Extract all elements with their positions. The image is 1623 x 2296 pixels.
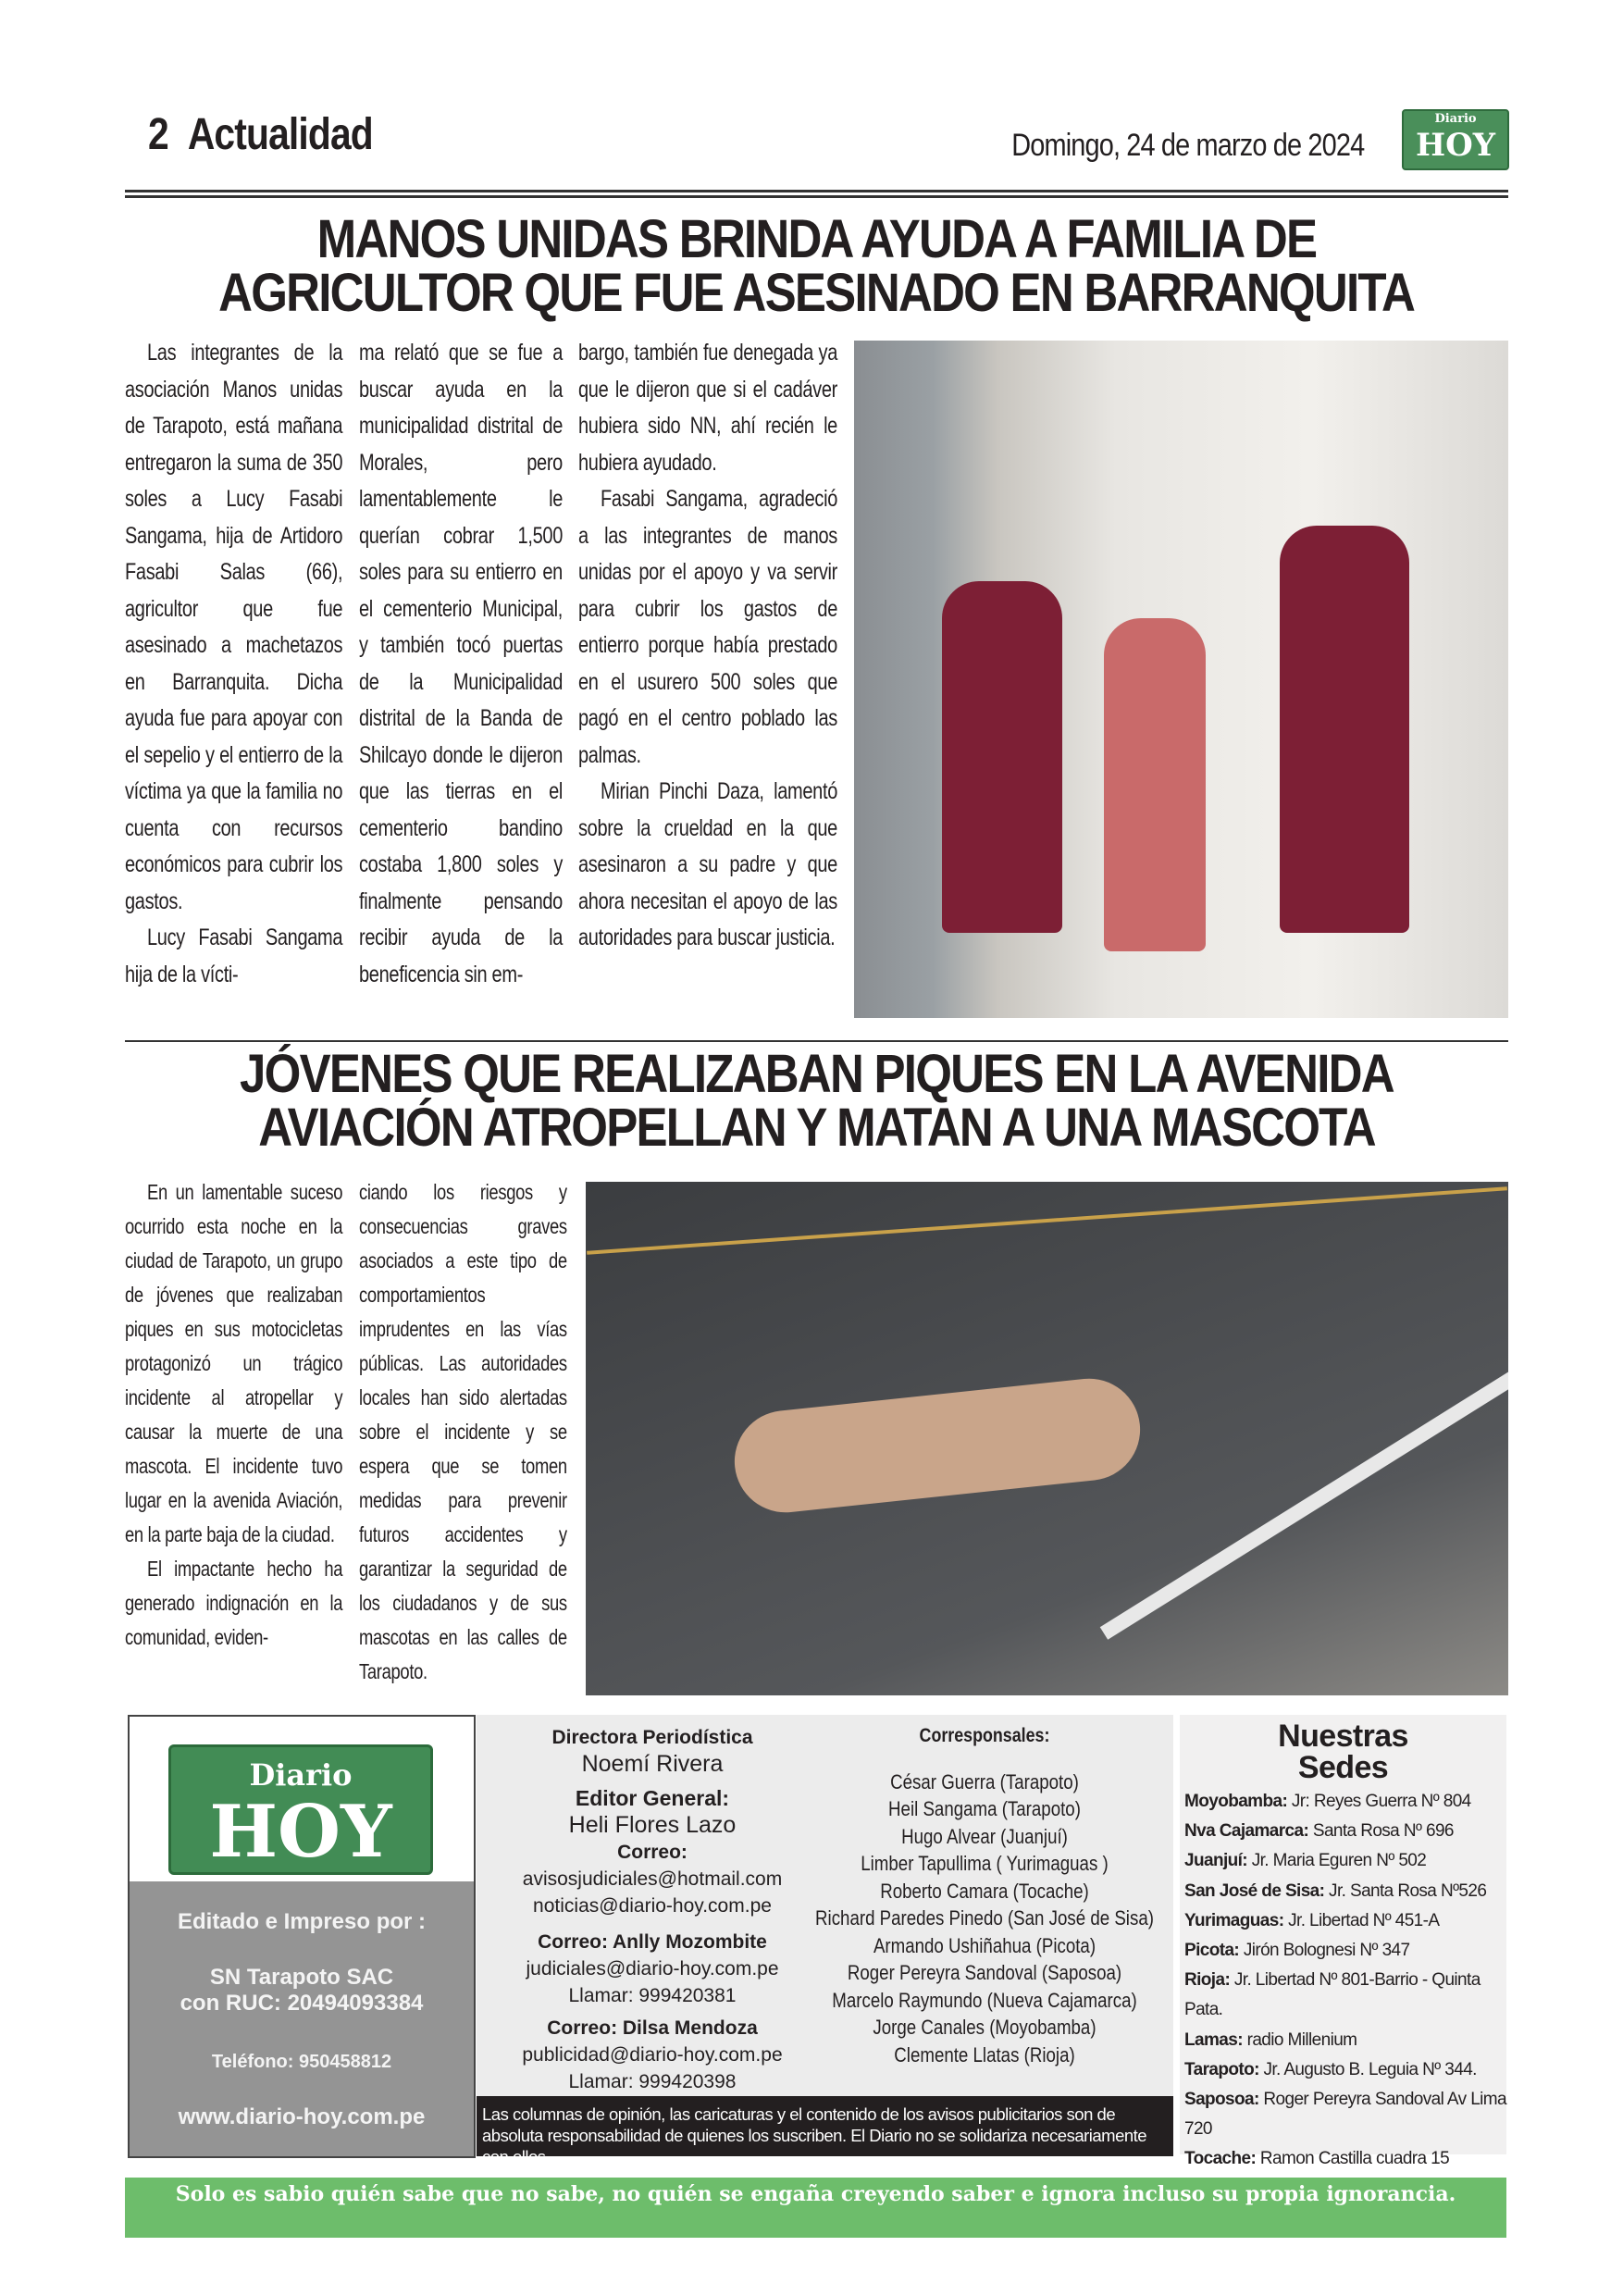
headline-line: JÓVENES QUE REALIZABAN PIQUES EN LA AVENIDA bbox=[240, 1044, 1394, 1104]
phone: Teléfono: 950458812 bbox=[211, 2052, 392, 2072]
contact-phone: Llamar: 999420398 bbox=[568, 2071, 737, 2092]
email-link[interactable]: publicidad@diario-hoy.com.pe bbox=[522, 2044, 783, 2066]
sedes-title-line: Nuestras bbox=[1278, 1719, 1408, 1754]
correspondent: Richard Paredes Pinedo (San José de Sisa) bbox=[815, 1906, 1154, 1930]
correspondent: Marcelo Raymundo (Nueva Cajamarca) bbox=[832, 1988, 1137, 2012]
section-header bbox=[148, 109, 373, 160]
headline-line: AVIACIÓN ATROPELLAN Y MATAN A UNA MASCOTA bbox=[258, 1098, 1375, 1158]
paragraph: Las integrantes de la asociación Manos unidas de Tarapoto, está mañana entregaron la suma de 350 soles a Lucy Fasabi Sangama, hija de Artidoro Fasabi Salas (66), agricultor que fue asesinado a machetazos en Barranquita. Dicha ayuda fue para apoyar con el sepelio y el entierro de la víctima ya que la familia no cuenta con recursos económicos para cubrir los gastos. bbox=[125, 340, 343, 914]
sede-address: Jr. Libertad Nº 451-A bbox=[1283, 1910, 1440, 1930]
company-name: SN Tarapoto SAC bbox=[209, 1965, 394, 1990]
article1-column-1 bbox=[125, 335, 342, 993]
article2-column-2 bbox=[359, 1175, 567, 1689]
article1-column-3 bbox=[578, 335, 837, 957]
article-divider bbox=[125, 1040, 1508, 1042]
editor-name: Heli Flores Lazo bbox=[568, 1812, 737, 1838]
correspondent: Armando Ushiñahua (Picota) bbox=[873, 1933, 1096, 1957]
issue-date: Domingo, 24 de marzo de 2024 bbox=[1010, 128, 1364, 163]
logo-main: HOY bbox=[1415, 127, 1495, 164]
sede-address: Jr. Augusto B. Leguia Nº 344. bbox=[1258, 2059, 1477, 2079]
sede-item bbox=[1180, 1817, 1506, 1846]
correspondent: Roger Pereyra Sandoval (Saposoa) bbox=[847, 1961, 1122, 1984]
correspondent: Roberto Camara (Tocache) bbox=[880, 1879, 1089, 1903]
email-label: Correo: bbox=[617, 1842, 688, 1863]
correspondents-label: Corresponsales: bbox=[919, 1725, 1050, 1746]
logo-top: Diario bbox=[249, 1757, 353, 1793]
sede-item bbox=[1180, 2026, 1506, 2055]
sede-address: Jr. Maria Eguren Nº 502 bbox=[1247, 1851, 1427, 1871]
photo-figure bbox=[942, 581, 1062, 933]
publisher-info bbox=[130, 1881, 474, 2156]
email-link[interactable]: avisosjudiciales@hotmail.com bbox=[522, 1868, 783, 1890]
sede-item bbox=[1180, 1966, 1506, 2025]
header-divider bbox=[125, 190, 1508, 192]
sede-address: Jr: Reyes Guerra Nº 804 bbox=[1287, 1792, 1471, 1811]
logo-main: HOY bbox=[209, 1790, 392, 1874]
paragraph: Mirian Pinchi Daza, lamentó sobre la crueldad en la que asesinaron a su padre y que ahora necesitan el apoyo de las autoridades para buscar justicia. bbox=[578, 778, 837, 950]
sede-item bbox=[1180, 1787, 1506, 1817]
sede-item bbox=[1180, 2085, 1506, 2144]
header-logo bbox=[1402, 109, 1509, 170]
sede-item bbox=[1180, 1936, 1506, 1966]
sede-address: radio Millenium bbox=[1242, 2029, 1357, 2050]
sede-city: Juanjuí: bbox=[1184, 1851, 1248, 1871]
paragraph: Fasabi Sangama, agradeció a las integrantes de manos unidas por el apoyo y va servir para cubrir los gastos de entierro porque había prestado en el usurero 500 soles que pagó en el centro poblado las palmas. bbox=[578, 486, 837, 768]
diario-hoy-logo bbox=[168, 1744, 433, 1875]
masthead-box bbox=[128, 1715, 476, 2158]
paragraph: En un lamentable suceso ocurrido esta noche en la ciudad de Tarapoto, un grupo de jóvenes que realizaban piques en sus motocicletas protagonizó un trágico incidente al atropellar y causar la muerte de una mascota. El incidente tuvo lugar en la avenida Aviación, en la parte baja de la ciudad. bbox=[125, 1180, 343, 1546]
sede-city: Tocache: bbox=[1184, 2149, 1257, 2169]
sede-city: Picota: bbox=[1184, 1941, 1240, 1961]
contact-phone: Llamar: 999420381 bbox=[568, 1985, 737, 2006]
sede-item bbox=[1180, 1846, 1506, 1876]
website-link[interactable]: www.diario-hoy.com.pe bbox=[178, 2104, 426, 2129]
sede-city: Nva Cajamarca: bbox=[1184, 1821, 1309, 1842]
correspondent: Limber Tapullima ( Yurimaguas ) bbox=[861, 1852, 1109, 1875]
headline-line: MANOS UNIDAS BRINDA AYUDA A FAMILIA DE bbox=[316, 209, 1317, 269]
sede-item bbox=[1180, 2144, 1506, 2174]
correspondents-list bbox=[796, 1722, 1173, 2068]
paragraph: ciando los riesgos y consecuencias graves asociados a este tipo de comportamientos imprudentes en las vías públicas. Las autoridades locales han sido alertadas sobre el incidente y se espera que se tomen medidas para prevenir futuros accidentes y garantizar la seguridad de los ciudadanos y de sus mascotas en las calles de Tarapoto. bbox=[359, 1180, 567, 1683]
staff-list bbox=[477, 1724, 828, 2095]
photo-figure bbox=[1104, 618, 1206, 951]
sede-address: Ramon Castilla cuadra 15 bbox=[1256, 2149, 1450, 2169]
email-link[interactable]: noticias@diario-hoy.com.pe bbox=[533, 1895, 772, 1917]
dog-figure bbox=[729, 1373, 1145, 1517]
contact-label: Correo: Anlly Mozombite bbox=[538, 1931, 767, 1953]
article2-headline bbox=[125, 1044, 1508, 1158]
sede-address: Roger Pereyra Sandoval Av Lima 720 bbox=[1184, 2090, 1506, 2140]
page-number: 2 bbox=[148, 110, 168, 159]
correspondent: Jorge Canales (Moyobamba) bbox=[873, 2016, 1096, 2039]
article1-headline bbox=[125, 209, 1508, 323]
article2-photo bbox=[586, 1182, 1508, 1695]
sede-address: Santa Rosa Nº 696 bbox=[1308, 1821, 1454, 1842]
paragraph: ma relató que se fue a buscar ayuda en la municipalidad distrital de Morales, pero lamentablemente le querían cobrar 1,500 soles para su entierro en el cementerio Municipal, y también tocó puertas de la Municipalidad distrital de la Banda de Shilcayo donde le dijeron que las tierras en el cementerio bandino costaba 1,800 soles y finalmente pensando recibir ayuda de la beneficencia sin em- bbox=[359, 340, 563, 987]
correspondent: Heil Sangama (Tarapoto) bbox=[888, 1797, 1081, 1820]
sedes-title-line: Sedes bbox=[1297, 1750, 1389, 1785]
sede-item bbox=[1180, 1877, 1506, 1906]
article1-column-2 bbox=[359, 335, 563, 993]
staff-box bbox=[477, 1715, 1173, 2096]
director-name: Noemí Rivera bbox=[581, 1751, 724, 1777]
sede-city: Tarapoto: bbox=[1184, 2059, 1259, 2079]
sede-city: Lamas: bbox=[1184, 2029, 1243, 2050]
sede-city: Moyobamba: bbox=[1184, 1792, 1288, 1811]
paragraph: El impactante hecho ha generado indignación en la comunidad, eviden- bbox=[125, 1557, 343, 1649]
sede-address: Jr. Santa Rosa Nº526 bbox=[1324, 1880, 1487, 1901]
sede-item bbox=[1180, 2055, 1506, 2085]
sedes-title bbox=[1180, 1720, 1506, 1783]
quote-banner: Solo es sabio quién sabe que no sabe, no quién se engaña creyendo saber e ignora incluso su propia ignorancia. bbox=[125, 2178, 1506, 2238]
email-link[interactable]: judiciales@diario-hoy.com.pe bbox=[526, 1958, 779, 1980]
sede-city: Rioja: bbox=[1184, 1970, 1231, 1991]
sede-city: San José de Sisa: bbox=[1184, 1880, 1325, 1901]
paragraph: bargo, también fue denegada ya que le dijeron que si el cadáver hubiera sido NN, ahí recién le hubiera ayudado. bbox=[578, 340, 837, 476]
sede-item bbox=[1180, 1906, 1506, 1936]
paragraph: Lucy Fasabi Sangama hija de la vícti- bbox=[125, 925, 343, 987]
sedes-box bbox=[1180, 1715, 1506, 2169]
logo-top: Diario bbox=[1434, 112, 1477, 126]
correspondent: Clemente Llatas (Rioja) bbox=[894, 2042, 1075, 2066]
director-label: Directora Periodística bbox=[551, 1727, 753, 1748]
sede-city: Saposoa: bbox=[1184, 2090, 1259, 2110]
editor-label: Editor General: bbox=[575, 1786, 730, 1810]
section-title: Actualidad bbox=[187, 110, 373, 159]
sede-address: Jirón Bolognesi Nº 347 bbox=[1239, 1941, 1410, 1961]
article2-column-1 bbox=[125, 1175, 342, 1655]
article1-photo bbox=[854, 341, 1508, 1018]
headline-line: AGRICULTOR QUE FUE ASESINADO EN BARRANQUITA bbox=[218, 263, 1415, 323]
correspondent: Hugo Alvear (Juanjuí) bbox=[901, 1824, 1068, 1848]
road-line bbox=[587, 1186, 1507, 1255]
correspondents bbox=[796, 1769, 1173, 2069]
disclaimer: Las columnas de opinión, las caricaturas y el contenido de los avisos publicitarios son de absoluta responsabilidad de quienes los suscriben. El Diario no se solidariza necesariamente con ellos. bbox=[477, 2096, 1173, 2156]
sedes-list bbox=[1180, 1787, 1506, 2175]
correspondent: César Guerra (Tarapoto) bbox=[890, 1769, 1079, 1793]
edited-label: Editado e Impreso por : bbox=[177, 1909, 427, 1934]
sede-city: Yurimaguas: bbox=[1184, 1910, 1284, 1930]
ruc: con RUC: 20494093384 bbox=[180, 1991, 424, 2016]
photo-figure bbox=[1280, 526, 1409, 933]
road-line bbox=[1100, 1333, 1508, 1640]
sede-address: Jr. Libertad Nº 801-Barrio - Quinta Pata. bbox=[1184, 1970, 1481, 2020]
contact-label: Correo: Dilsa Mendoza bbox=[547, 2017, 758, 2039]
